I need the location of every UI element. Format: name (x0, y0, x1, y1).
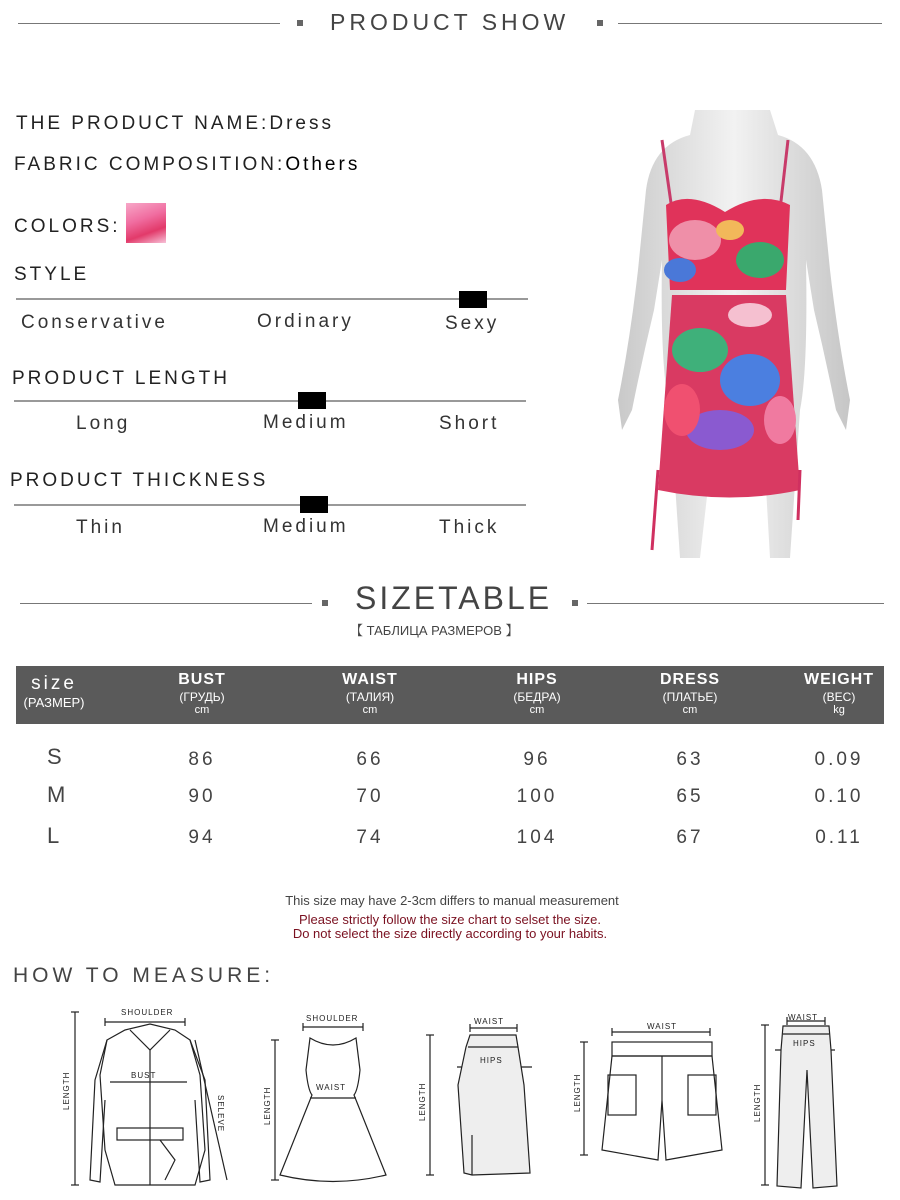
header-hips (477, 666, 597, 716)
product-show-title: PRODUCT SHOW (330, 9, 570, 35)
header-dress-unit: cm (682, 704, 698, 716)
row-weight: 0.10 (814, 786, 864, 807)
pants-hips-label: HIPS (793, 1039, 816, 1048)
sizetable-subtitle: 【 ТАБЛИЦА РАЗМЕРОВ 】 (350, 623, 519, 638)
row-bust: 90 (188, 786, 216, 807)
jacket-sleeve-label: SELEVE (216, 1095, 225, 1133)
row-hips: 96 (523, 749, 551, 770)
style-scale-line (16, 298, 528, 300)
jacket-bust-label: BUST (131, 1071, 157, 1080)
fabric-row (14, 154, 360, 176)
header-waist-ru: (ТАЛИЯ) (345, 690, 395, 704)
header-hips-unit: cm (529, 704, 545, 716)
skirt-hips-label: HIPS (480, 1056, 503, 1065)
row-size: L (47, 823, 60, 848)
header-bullet-right (597, 20, 603, 26)
length-option-long: Long (76, 413, 131, 434)
thickness-option-thin: Thin (76, 517, 125, 538)
header-size-ru: (РАЗМЕР) (23, 695, 85, 710)
size-table-header (16, 666, 884, 724)
length-marker (298, 392, 326, 409)
product-name-label: THE PRODUCT NAME: (16, 113, 270, 134)
jacket-length-label: LENGTH (62, 1071, 71, 1110)
fabric-value: Others (285, 154, 361, 175)
row-dress: 63 (676, 749, 704, 770)
header-size (0, 666, 114, 710)
thickness-marker (300, 496, 328, 513)
header-line-right (618, 23, 882, 24)
jacket-diagram (55, 1000, 245, 1195)
note-measurement: This size may have 2-3cm differs to manual measurement (285, 893, 619, 908)
sizetable-line-left (20, 603, 312, 604)
how-to-measure-title: HOW TO MEASURE: (13, 964, 275, 987)
shorts-length-label: LENGTH (573, 1073, 582, 1112)
length-title: PRODUCT LENGTH (12, 368, 230, 389)
dress-waist-label: WAIST (316, 1083, 347, 1092)
row-waist: 70 (356, 786, 384, 807)
thickness-scale-line (14, 504, 526, 506)
row-hips: 100 (516, 786, 558, 807)
skirt-diagram (412, 1015, 542, 1190)
pants-length-label: LENGTH (753, 1083, 762, 1122)
header-dress-ru: (ПЛАТЬЕ) (662, 690, 718, 704)
dress-diagram (258, 1010, 398, 1190)
row-weight: 0.11 (815, 827, 863, 848)
row-bust: 94 (188, 827, 216, 848)
note-habits: Do not select the size directly according to your habits. (292, 926, 608, 941)
row-dress: 67 (676, 827, 704, 848)
color-swatch[interactable] (126, 203, 166, 243)
header-weight-ru: (ВЕС) (822, 690, 856, 704)
row-waist: 66 (356, 749, 384, 770)
sizetable-bullet-right (572, 600, 578, 606)
jacket-shoulder-label: SHOULDER (121, 1008, 174, 1017)
skirt-length-label: LENGTH (418, 1082, 427, 1121)
shorts-waist-label: WAIST (647, 1022, 678, 1031)
header-waist (310, 666, 430, 716)
row-weight: 0.09 (814, 749, 864, 770)
thickness-option-medium: Medium (263, 516, 349, 537)
length-option-medium: Medium (263, 412, 349, 433)
header-waist-unit: cm (362, 704, 378, 716)
header-bust (142, 666, 262, 716)
pants-waist-label: WAIST (788, 1013, 819, 1022)
header-weight-label: WEIGHT (804, 671, 874, 688)
thickness-option-thick: Thick (439, 517, 500, 538)
row-waist: 74 (356, 827, 384, 848)
header-weight (779, 666, 899, 716)
row-hips: 104 (516, 827, 558, 848)
dress-length-label: LENGTH (263, 1086, 272, 1125)
header-hips-ru: (БЕДРА) (513, 690, 561, 704)
row-dress: 65 (676, 786, 704, 807)
pants-diagram (745, 1010, 855, 1195)
header-line-left (18, 23, 280, 24)
style-option-sexy: Sexy (445, 313, 500, 334)
sizetable-title: SIZETABLE (355, 580, 553, 616)
length-scale-line (14, 400, 526, 402)
thickness-title: PRODUCT THICKNESS (10, 470, 269, 491)
header-bust-label: BUST (178, 671, 226, 688)
skirt-waist-label: WAIST (474, 1017, 505, 1026)
sizetable-bullet-left (322, 600, 328, 606)
product-name-row (16, 113, 334, 135)
header-dress (630, 666, 750, 716)
shorts-diagram (570, 1020, 740, 1170)
header-bullet-left (297, 20, 303, 26)
style-marker (459, 291, 487, 308)
row-bust: 86 (188, 749, 216, 770)
header-bust-unit: cm (194, 704, 210, 716)
colors-label: COLORS: (14, 216, 121, 237)
row-size: M (47, 782, 66, 807)
sizetable-line-right (587, 603, 884, 604)
dress-shoulder-label: SHOULDER (306, 1014, 359, 1023)
header-weight-unit: kg (833, 704, 845, 716)
product-name-value: Dress (269, 113, 334, 134)
header-hips-label: HIPS (516, 671, 558, 688)
fabric-label: FABRIC COMPOSITION: (14, 154, 286, 175)
length-option-short: Short (439, 413, 500, 434)
style-option-conservative: Conservative (21, 312, 168, 333)
row-size: S (47, 744, 62, 769)
header-dress-label: DRESS (659, 671, 721, 688)
style-title: STYLE (14, 264, 90, 285)
product-photo (600, 110, 865, 558)
header-waist-label: WAIST (342, 671, 398, 688)
style-option-ordinary: Ordinary (257, 311, 354, 332)
header-size-label: size (31, 673, 77, 694)
note-follow-chart: Please strictly follow the size chart to selset the size. (298, 912, 601, 927)
header-bust-ru: (ГРУДЬ) (179, 690, 225, 704)
